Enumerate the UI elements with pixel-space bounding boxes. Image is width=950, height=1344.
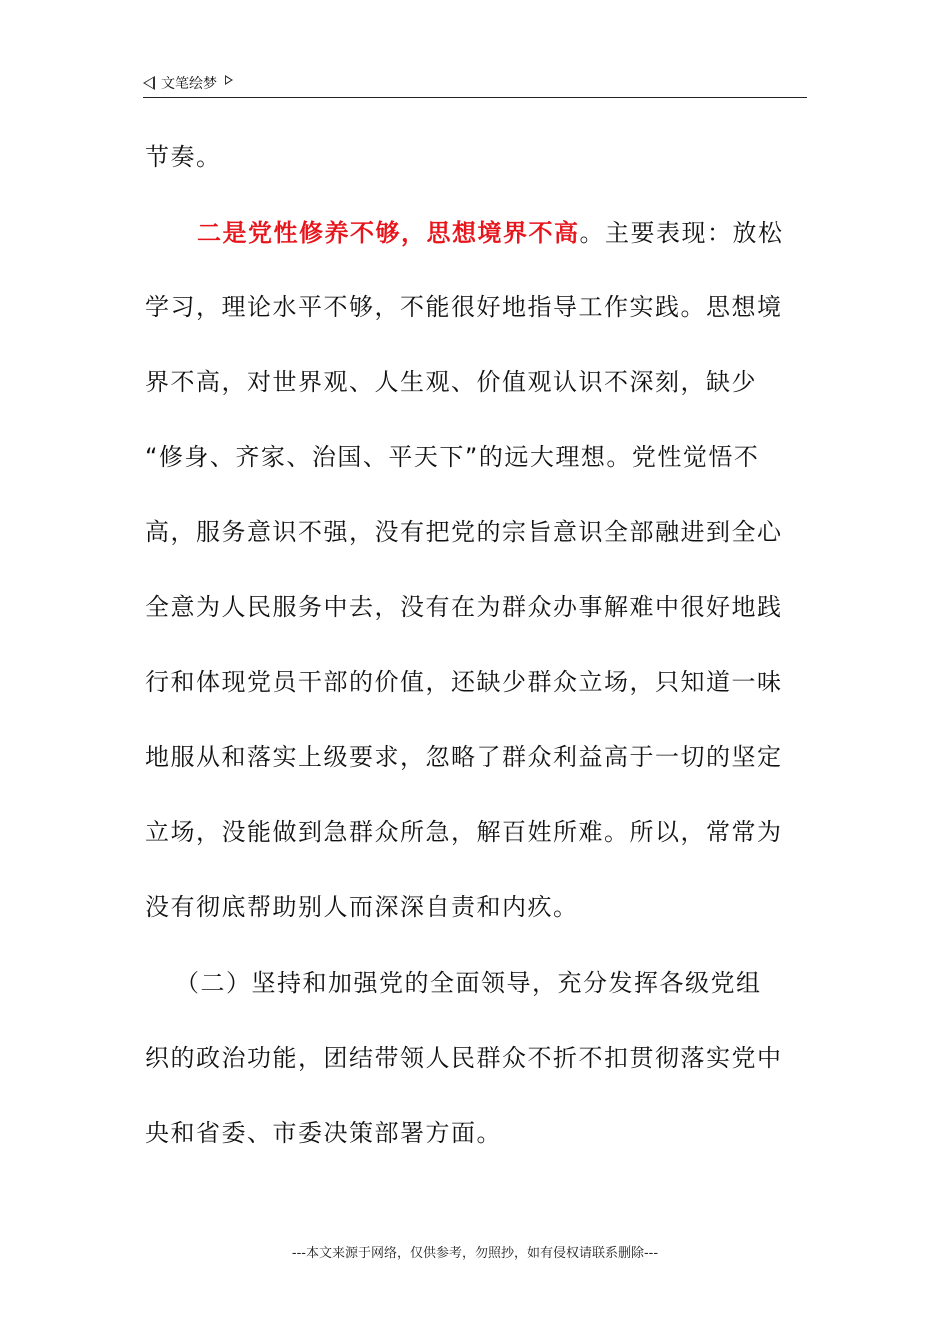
paragraph-line: 学习，理论水平不够，不能很好地指导工作实践。思想境	[145, 293, 783, 321]
paragraph-line: 地服从和落实上级要求，忽略了群众利益高于一切的坚定	[145, 743, 783, 771]
paragraph-line: 二是党性修养不够，思想境界不高。主要表现：放松	[197, 219, 784, 247]
paragraph-line: 行和体现党员干部的价值，还缺少群众立场，只知道一味	[145, 668, 783, 696]
header-brand: 文笔绘梦	[161, 76, 217, 92]
page-footer: ---本文来源于网络，仅供参考，勿照抄，如有侵权请联系删除---	[291, 1246, 659, 1261]
paragraph-line: 节奏。	[145, 143, 222, 171]
paragraph-line: 高，服务意识不强，没有把党的宗旨意识全部融进到全心	[145, 518, 783, 546]
header-divider	[143, 97, 807, 98]
triangle-left-icon	[143, 76, 155, 90]
highlight-heading: 二是党性修养不够，思想境界不高	[197, 219, 580, 247]
triangle-right-icon	[225, 75, 233, 85]
paragraph-line: 没有彻底帮助别人而深深自责和内疚。	[145, 893, 579, 921]
page-header	[143, 70, 233, 96]
paragraph-line: 全意为人民服务中去，没有在为群众办事解难中很好地践	[145, 593, 783, 621]
paragraph-line: “修身、齐家、治国、平天下”的远大理想。党性觉悟不	[145, 443, 760, 471]
paragraph-line: 央和省委、市委决策部署方面。	[145, 1119, 502, 1147]
paragraph-line: 织的政治功能，团结带领人民群众不折不扣贯彻落实党中	[145, 1044, 783, 1072]
section-heading: （二）坚持和加强党的全面领导，充分发挥各级党组	[175, 969, 762, 997]
paragraph-line: 界不高，对世界观、人生观、价值观认识不深刻，缺少	[145, 368, 757, 396]
paragraph-line: 立场，没能做到急群众所急，解百姓所难。所以，常常为	[145, 818, 783, 846]
